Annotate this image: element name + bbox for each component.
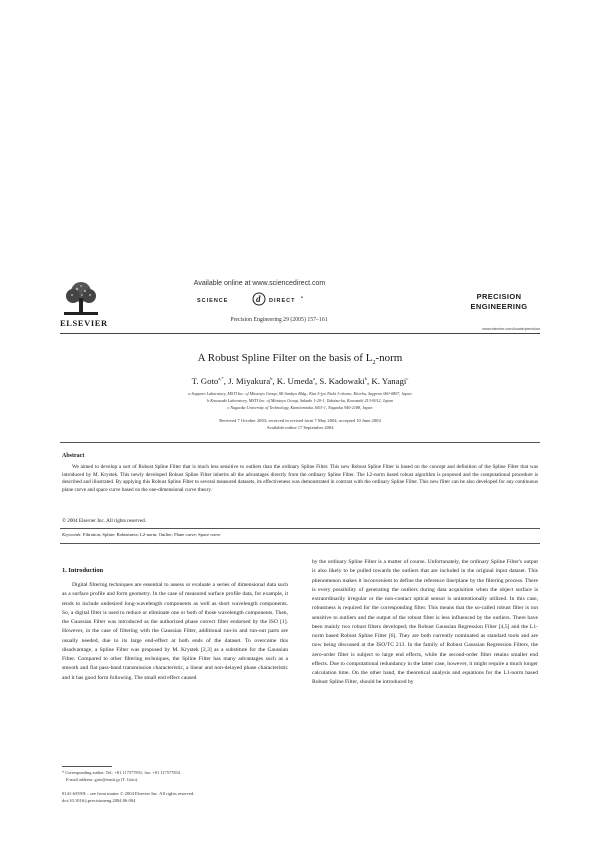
svg-text:SCIENCE: SCIENCE (197, 298, 229, 304)
article-title: A Robust Spline Filter on the basis of $L_2$-norm (197, 352, 403, 367)
footnote-rule (62, 766, 112, 767)
journal-name (458, 292, 540, 312)
author-list: T. Goto$^{a,*}$, J. Miyakura$^b$, K. Umeda$^a$, S. Kadowaki$^b$, K. Yanagi$^c$ (191, 376, 409, 386)
svg-text:•: • (301, 295, 304, 301)
publisher-name: ELSEVIER (60, 318, 108, 328)
sciencedirect-logo[interactable] (193, 292, 333, 306)
journal-citation: Precision Engineering 29 (2005) 157–161 (230, 317, 328, 323)
available-online-link[interactable]: Available online at www.sciencedirect.com (193, 280, 326, 287)
svg-text:d: d (256, 294, 262, 304)
issn-line: 0141-6359/$ – see front matter © 2004 Elsevier Inc. All rights reserved. (62, 791, 195, 796)
svg-text:DIRECT: DIRECT (269, 298, 296, 304)
abstract-body: We aimed to develop a sort of Robust Spline Filter that is much less sensitive to outliers than the ordinary Spline Filter. This new Robust Spline Filter is based on the concept and definition of the Spline Filter that was introduced by M. Krystek. This newly developed Robust Spline Filter inherits all the advantages directly from the ordinary Spline Filter. The L2-norm based robust algorithm is proposed and the computational procedure is described and illustrated. By applying this Robust Spline Filter to several measured datasets, its effectiveness was demonstrated in contrast with the ordinary Spline Filter. This new filter can be also developed for any continuous plane curve and space curve based on the one-dimensional curve theory. (62, 464, 538, 493)
header-divider (60, 333, 540, 334)
body-column-left: Digital filtering techniques are essential to assess or evaluate a series of dimensional data such as a surface profile and form geometry. In the case of measured surface profile data, for example, it tends to include undesired long-wavelength components as well as short wavelength components. So, a digital filter is used to reduce or eliminate one or both of those wavelength components. Then, the Gaussian Filter was introduced as the authorized phase correct filter endorsed by the ISO [1]. However, in the case of filtering with the Gaussian Filter, additional run-in and run-out parts are usually needed, due to its large end-effect at both ends of the dataset. To overcome this disadvantage, a Spline Filter was proposed by M. Krystek [2,3] as a substitute for the Gaussian Filter. Compared to other filtering techniques, the Spline Filter has many advantages such as a smooth and flat pass-band transmission characteristic, a linear and non-delayed phase characteristic and it has good form following. The small end effect caused (62, 582, 288, 681)
doi-line[interactable]: doi:10.1016/j.precisioneng.2004.06.004 (62, 798, 136, 803)
journal-header (60, 280, 540, 330)
keywords-label: Keywords: (62, 532, 82, 537)
keywords-rule (60, 528, 540, 529)
journal-name-line1: PRECISION (476, 292, 522, 301)
journal-name-line2: ENGINEERING (470, 302, 528, 311)
keywords-line (62, 532, 220, 537)
footnote-email[interactable]: E-mail address: goto@mstii.jp (T. Goto). (66, 777, 139, 782)
footnote-corresponding-text: Corresponding author. Tel.: +81 117577831; fax: +81 117577833. (65, 770, 182, 775)
section-heading: 1. Introduction (62, 567, 104, 574)
body-column-right: by the ordinary Spline Filter is a matter of course. Unfortunately, the ordinary Spline Filter's output is also likely to be pulled towards the outliers that are included in the original input dataset. This phenomenon makes it inconvenient to define the reference line/plane by the filtering process. There is every possibility of generating the outliers during data acquisition when the object surface is extraordinarily irregular or the non-contact optical sensor is unintentionally utilized. In this case, robustness is required for the corresponding filter. This means that the so-called robust filter is not sensitive to outliers and the output of the robust filter is less influenced by the outliers. There have been mainly two robust filters developed; the Robust Gaussian Regression Filter [4,5] and the L1-norm based Robust Spline Filter [6]. They are both currently nominated as standard tools and are now being discussed at the ISO/TC 213. In the family of Robust Gaussian Regression Filters, the zero-order filter is subject to large end effects, while the second-order filter retains smaller end effects. Due to computational redundancy in the latter case, however, it might require a much longer calculation time. On the other hand, the theoretical analysis and equations for the L1-norm based Robust Spline Filter, should be introduced by (312, 559, 538, 686)
title-subscript: 2 (372, 360, 376, 367)
received-dates: Received 7 October 2003; received in revised form 7 May 2004; accepted 10 June 2004 (219, 418, 381, 423)
affiliation-a: a Sapporo Laboratory, MSTI Inc. of Mitutoyo Group, SE-Sanbyo Bldg., Kita 5-jyo Nishi 1-chome, Kita-ku, Sapporo 060-0807, Japan (188, 391, 412, 396)
affiliation-b: b Kawasaki Laboratory, MSTI Inc. of Mitutoyo Group, Sakado 1-20-1, Takatsu-ku, Kawasaki 213-0012, Japan (207, 398, 393, 403)
body-top-rule (60, 543, 540, 544)
affiliation-c: c Nagaoka University of Technology, Kamitomioka 1603-1, Nagaoka 940-2188, Japan (227, 405, 373, 410)
abstract-copyright: © 2004 Elsevier Inc. All rights reserved. (62, 518, 147, 524)
journal-url[interactable]: www.elsevier.com/locate/precision (482, 327, 540, 331)
keywords-text: Filtration; Spline; Robustness; L2-norm; Outlier; Plane curve; Space curve (82, 532, 221, 537)
footnote-mark: * (62, 770, 65, 775)
footnote-corresponding (62, 770, 181, 775)
abstract-top-rule (60, 442, 540, 443)
online-date: Available online 17 September 2004 (266, 425, 334, 430)
abstract-heading: Abstract (62, 453, 85, 459)
